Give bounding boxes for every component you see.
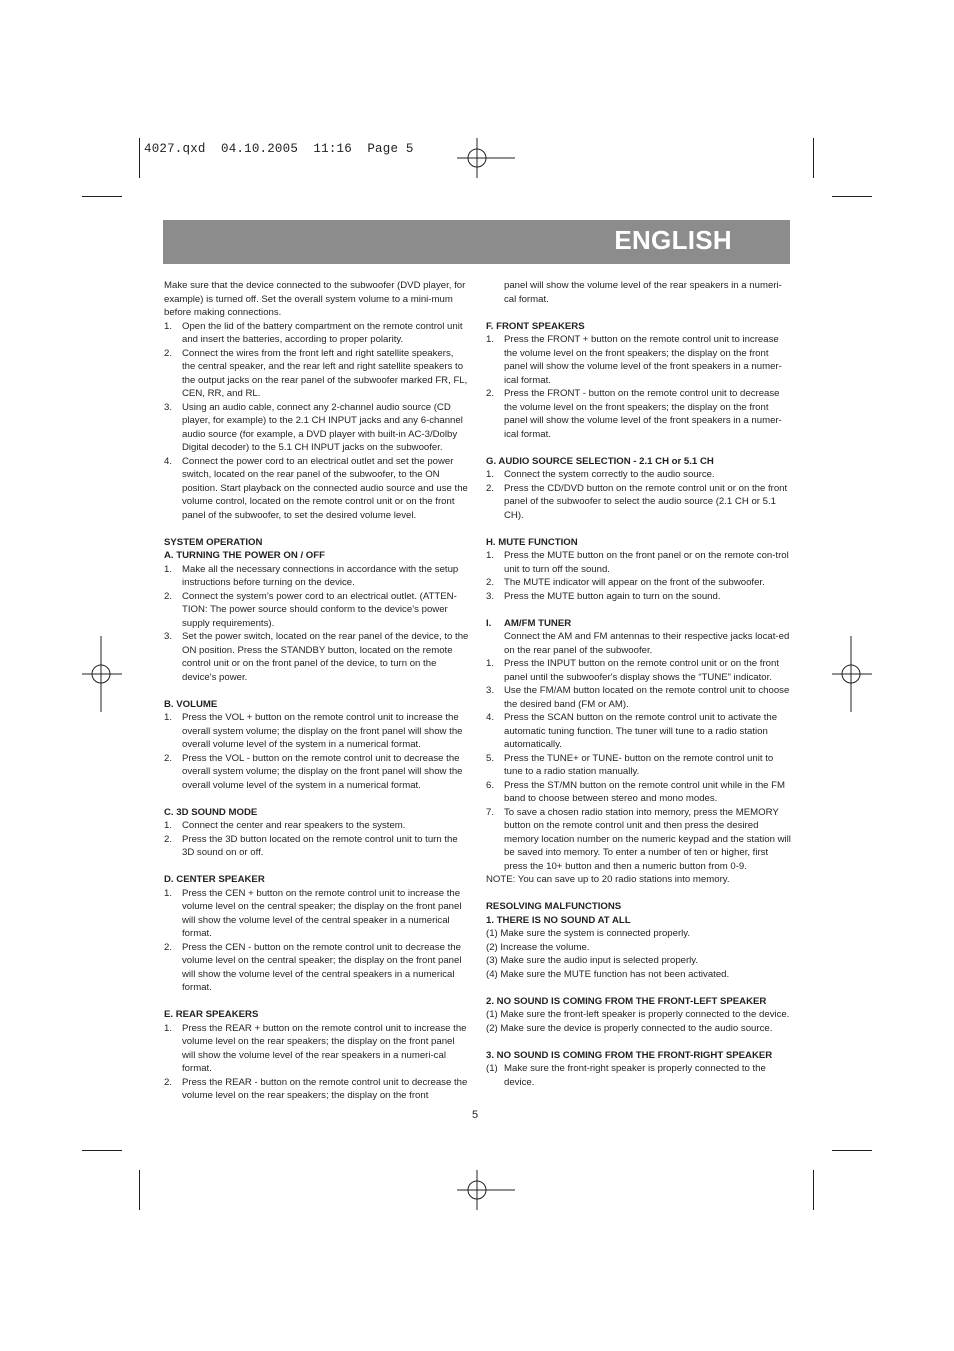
page-number: 5 xyxy=(472,1109,479,1121)
section-heading: F. FRONT SPEAKERS xyxy=(486,320,585,332)
section-heading: G. AUDIO SOURCE SELECTION - 2.1 CH or 5.1 CH xyxy=(486,455,714,467)
list-item: 1. Open the lid of the battery compartment on the remote control unit and insert the batteries, according to proper polarity. xyxy=(164,320,463,345)
text-line: (3) Make sure the audio input is selected properly. xyxy=(486,955,699,966)
section-heading: H. MUTE FUNCTION xyxy=(486,536,578,548)
crop-mark xyxy=(139,1170,140,1210)
list-item: 1. Connect the system correctly to the audio source. xyxy=(486,469,715,480)
right-column xyxy=(486,279,792,1089)
section-heading: SYSTEM OPERATION xyxy=(164,536,263,548)
list-item: 7. To save a chosen radio station into memory, press the MEMORY button on the remote control unit and then press the desired memory location number on the numeric keypad and the station will be saved into memory. To enter a number of ten or higher, first press the 10+ button and then a numeric button from 0-9. xyxy=(486,806,791,872)
text-line: (2) Increase the volume. xyxy=(486,941,590,953)
list-item: 5. Press the TUNE+ or TUNE- button on the remote control unit to tune to a radio station manually. xyxy=(486,752,774,777)
section-heading: 3. NO SOUND IS COMING FROM THE FRONT-RIGHT SPEAKER xyxy=(486,1049,773,1061)
list-item: 4. Connect the power cord to an electrical outlet and set the power switch, located on the rear panel of the subwoofer, to the ON position. Start playback on the connected audio source and use the volume control, located on the remote control unit or on the front panel of the subwoofer, to set the desired volume level. xyxy=(164,455,468,521)
registration-mark-icon xyxy=(457,1170,515,1210)
list-item: 1. Make all the necessary connections in accordance with the setup instructions before turning on the device. xyxy=(164,563,459,588)
registration-mark-icon xyxy=(832,636,872,712)
section-heading: B. VOLUME xyxy=(164,698,218,710)
list-item: 1. Press the VOL + button on the remote control unit to increase the overall system volume; the display on the front panel will show the overall volume level of the system in a numerical format. xyxy=(164,712,463,750)
section-heading: RESOLVING MALFUNCTIONS xyxy=(486,901,622,912)
list-item: 3. Using an audio cable, connect any 2-channel audio source (CD player, for example) to the 2.1 CH INPUT jacks and any 6-channel audio source (for example, a DVD player with built-in AC-3/Dolby Digital decoder) to the 5.1 CH INPUT jacks on the subwoofer. xyxy=(164,401,463,453)
text-line: (1) Make sure the front-left speaker is properly connected to the device. xyxy=(486,1009,790,1020)
list-item: 2. Press the CD/DVD button on the remote control unit or on the front panel of the subwoofer to select the audio source (2.1 CH or 5.1 CH). xyxy=(486,482,788,521)
registration-mark-icon xyxy=(457,138,515,178)
list-item: 2. The MUTE indicator will appear on the front of the subwoofer. xyxy=(486,577,765,588)
list-item: 1. Press the CEN + button on the remote control unit to increase the volume level on the central speaker; the display on the front panel will show the volume level of the central speaker in a numerical format. xyxy=(164,887,462,939)
list-item: 6. Press the ST/MN button on the remote control unit while in the FM band to choose between stereo and mono modes. xyxy=(486,779,786,804)
list-item: 2. Connect the system’s power cord to an electrical outlet. (ATTEN-TION: The power source should conform to the device’s power supply requirements). xyxy=(164,590,457,629)
text-line: (2) Make sure the device is properly connected to the audio source. xyxy=(486,1022,773,1034)
list-item: 1. Press the MUTE button on the front panel or on the remote con-trol unit to turn off the sound. xyxy=(486,550,789,575)
crop-mark xyxy=(813,1170,814,1210)
tuner-intro: Connect the AM and FM antennas to their respective jacks locat-ed on the rear panel of the subwoofer. xyxy=(504,631,790,656)
list-item: 2. Press the REAR - button on the remote control unit to decrease the volume level on the rear speakers; the display on the front xyxy=(164,1076,468,1101)
section-heading: 1. THERE IS NO SOUND AT ALL xyxy=(486,914,631,926)
list-item: 3. Press the MUTE button again to turn on the sound. xyxy=(486,590,721,602)
crop-mark xyxy=(813,138,814,178)
list-item: (1) Make sure the front-right speaker is properly connected to the device. xyxy=(486,1063,766,1088)
crop-mark xyxy=(82,1150,122,1151)
section-heading: E. REAR SPEAKERS xyxy=(164,1009,259,1020)
section-heading: A. TURNING THE POWER ON / OFF xyxy=(164,550,325,561)
section-heading: C. 3D SOUND MODE xyxy=(164,806,258,818)
continued-paragraph: panel will show the volume level of the rear speakers in a numeri-cal format. xyxy=(504,280,782,305)
list-item: 1. Press the FRONT + button on the remote control unit to increase the volume level on the front speakers; the display on the front panel will show the volume level of the front speakers in a numer-ical format. xyxy=(486,334,782,386)
intro-paragraph: Make sure that the device connected to the subwoofer (DVD player, for example) is turned off. Set the overall system volume to a mini-mum before making connections. xyxy=(164,280,466,318)
list-item: 2. Connect the wires from the front left and right satellite speakers, the central speaker, and the rear left and right satellite speakers to the output jacks on the rear panel of the subwoofer marked FR, FL, CEN, RR, and RL. xyxy=(164,347,468,399)
banner-title: ENGLISH xyxy=(614,225,732,255)
list-item: 1. Connect the center and rear speakers to the system. xyxy=(164,820,406,831)
print-slug: 4027.qxd 04.10.2005 11:16 Page 5 xyxy=(144,142,414,156)
crop-mark xyxy=(82,196,122,197)
list-item: 4. Press the SCAN button on the remote control unit to activate the automatic tuning function. The tuner will tune to a radio station automatically. xyxy=(486,712,778,750)
crop-mark xyxy=(832,196,872,197)
crop-mark xyxy=(139,138,140,178)
list-item: 2. Press the VOL - button on the remote control unit to decrease the overall system volume; the display on the front panel will show the overall volume level of the system in a numerical format. xyxy=(164,752,463,791)
list-item: 2. Press the 3D button located on the remote control unit to turn the 3D sound on or off. xyxy=(164,833,458,858)
left-column xyxy=(164,279,469,1103)
text-line: (4) Make sure the MUTE function has not been activated. xyxy=(486,968,730,980)
language-banner xyxy=(163,220,790,264)
crop-mark xyxy=(832,1150,872,1151)
list-item: 3. Use the FM/AM button located on the remote control unit to choose the desired band (FM or AM). xyxy=(486,685,790,710)
list-item: 2. Press the CEN - button on the remote control unit to decrease the volume level on the central speaker; the display on the front panel will show the volume level of the central speakers in a numerical format. xyxy=(164,941,462,993)
tuner-note: NOTE: You can save up to 20 radio stations into memory. xyxy=(486,874,730,885)
text-line: (1) Make sure the system is connected properly. xyxy=(486,928,691,939)
list-item: 1. Press the REAR + button on the remote control unit to increase the volume level on the rear speakers; the display on the front panel will show the volume level of the rear speakers in a numeri-cal format. xyxy=(164,1022,467,1074)
list-item: 1. Press the INPUT button on the remote control unit or on the front panel until the subwoofer's display shows the “TUNE” indicator. xyxy=(486,658,779,683)
section-heading: 2. NO SOUND IS COMING FROM THE FRONT-LEFT SPEAKER xyxy=(486,995,767,1007)
section-heading: I. AM/FM TUNER xyxy=(486,617,572,629)
section-heading: D. CENTER SPEAKER xyxy=(164,874,265,885)
list-item: 3. Set the power switch, located on the rear panel of the device, to the ON position. Press the STANDBY button, located on the remote control unit or on the front panel of the device, to turn on the device's power. xyxy=(164,631,469,683)
list-item: 2. Press the FRONT - button on the remote control unit to decrease the volume level on the front speakers; the display on the front panel will show the volume level of the front speakers in a numer-ical format. xyxy=(486,388,782,440)
registration-mark-icon xyxy=(82,636,122,712)
